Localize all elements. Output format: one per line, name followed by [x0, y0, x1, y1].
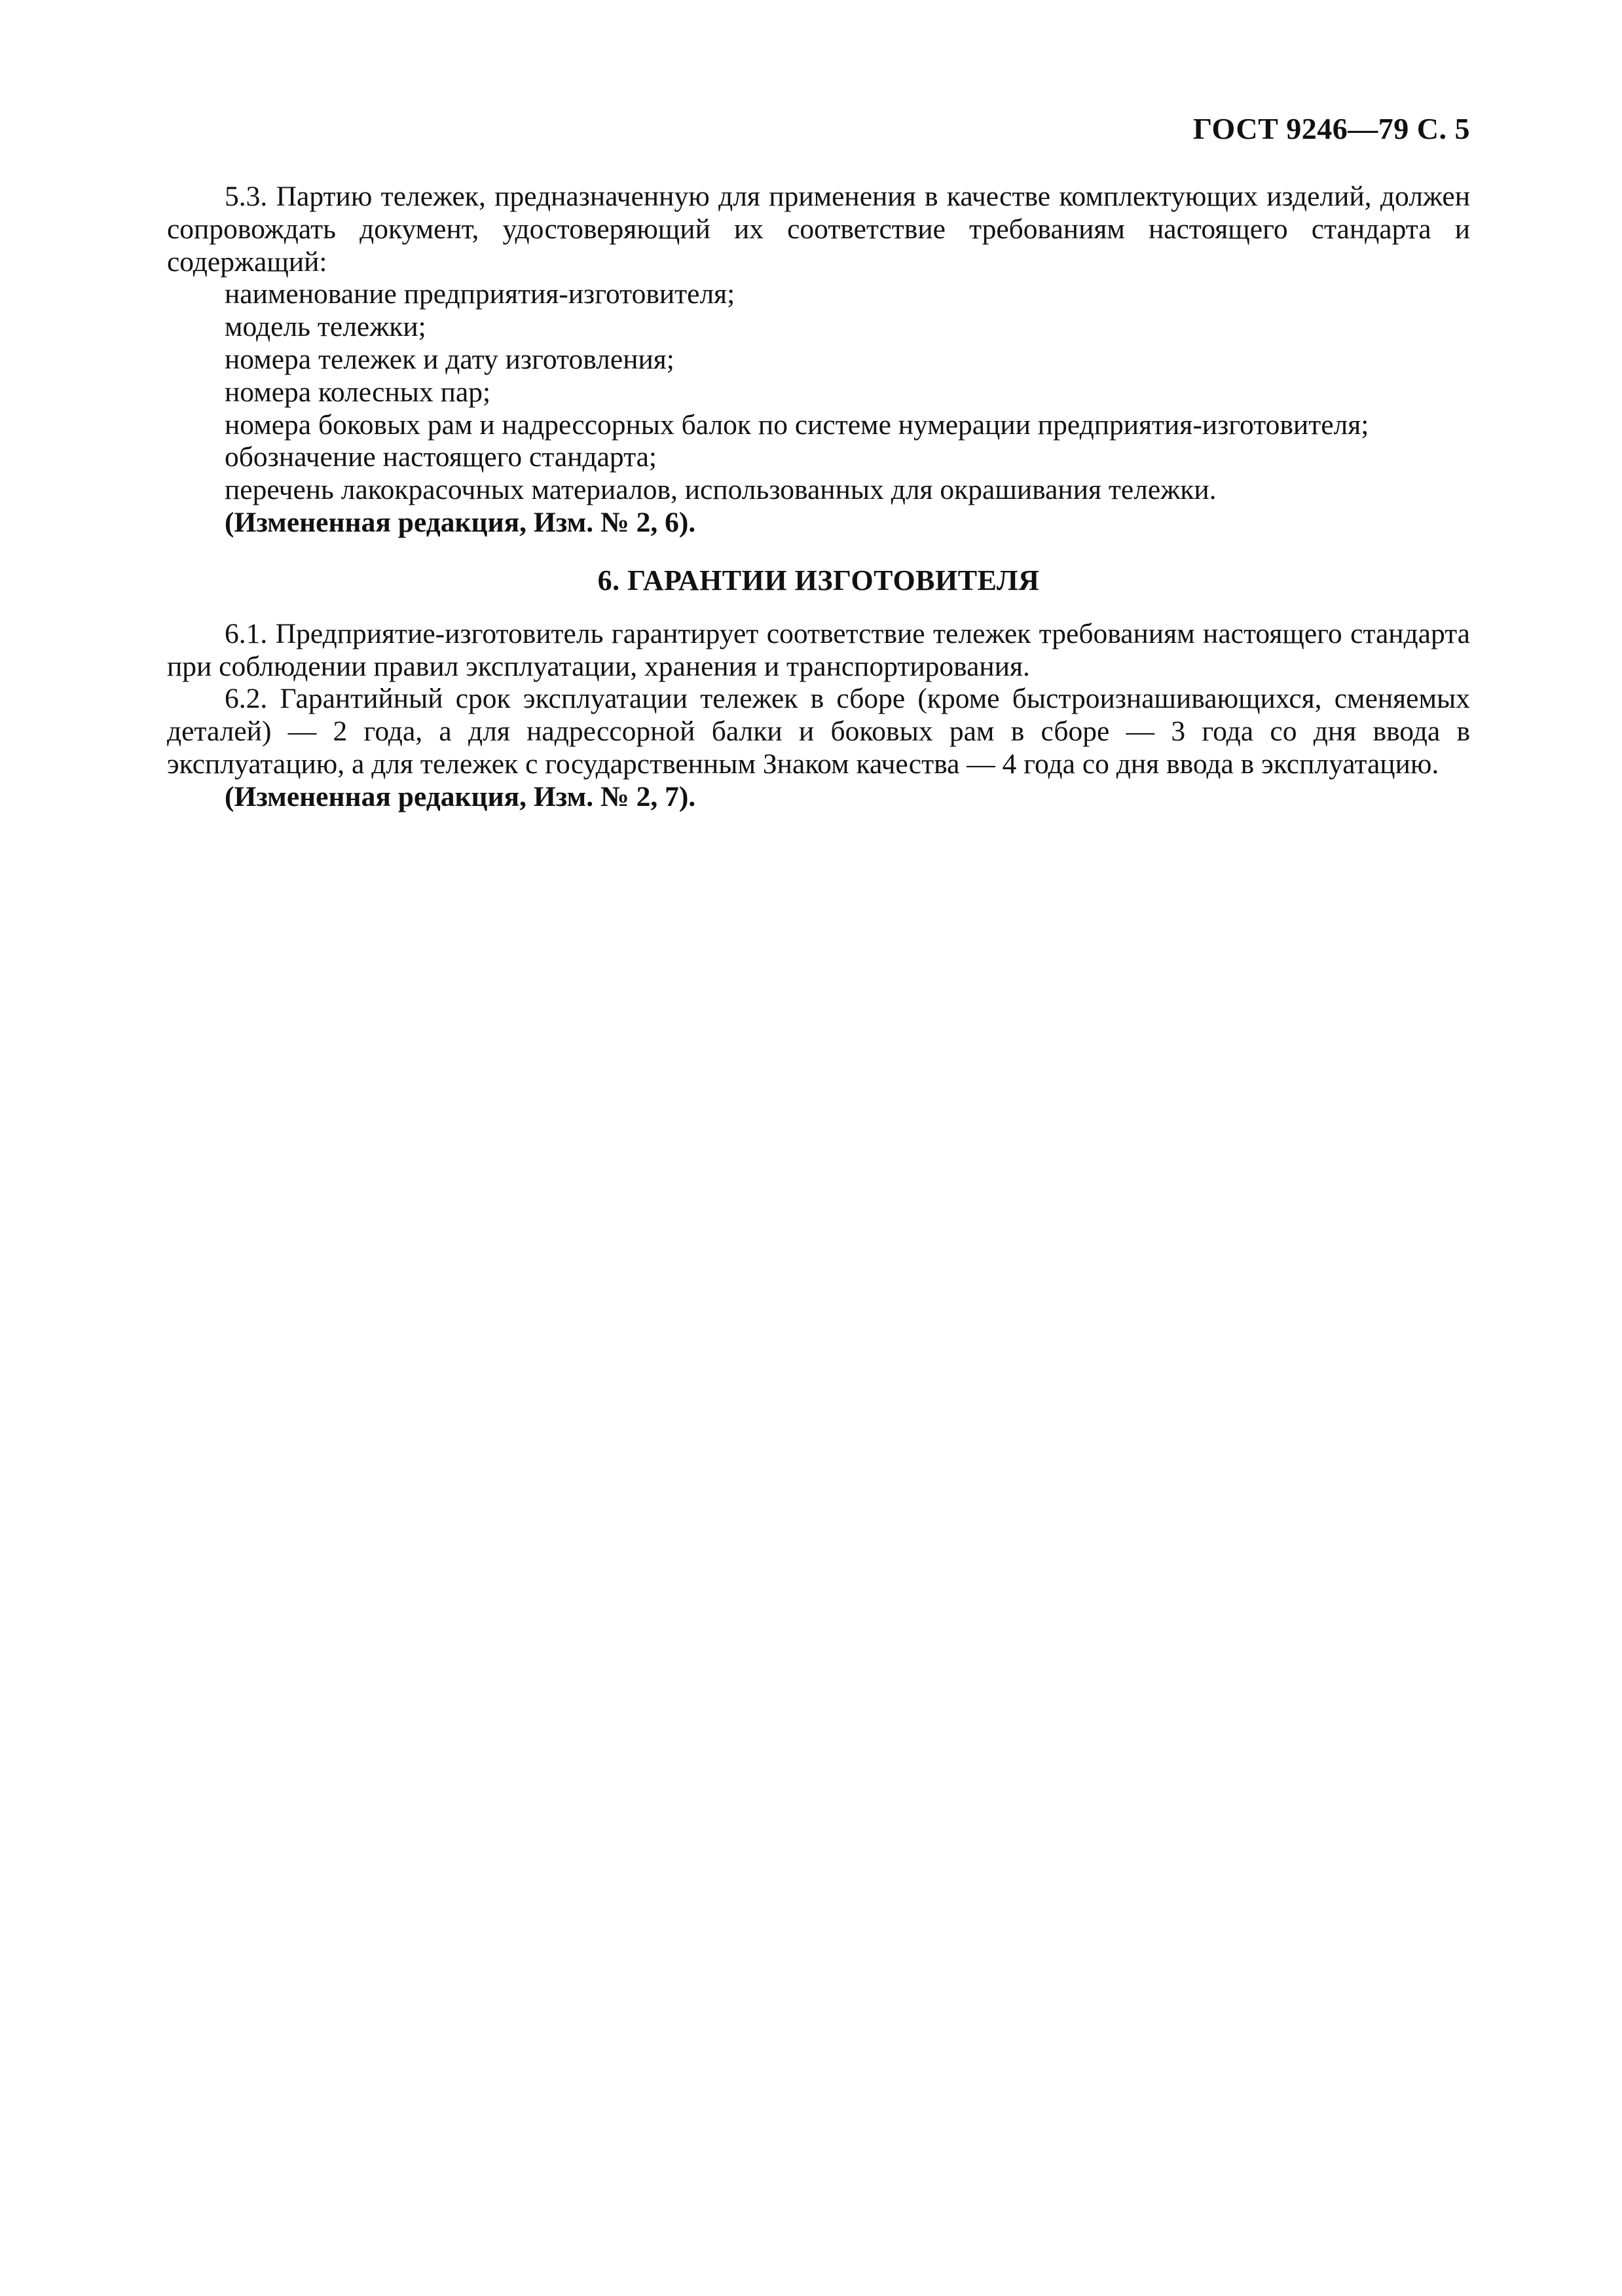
list-item: номера боковых рам и надрессорных балок по системе нумерации предприятия-изготовителя; [225, 409, 1369, 441]
paragraph-6-2: 6.2. Гарантийный срок эксплуатации тележек в сборе (кроме быстроизнашивающихся, сменяемых деталей) — 2 года, а для надрессорной балки и боковых рам в сборе — 3 года со дня ввода в эксплуатацию, а для тележек с государственным Знаком качества — 4 года со дня ввода в эксплуатацию. [167, 683, 1470, 780]
running-header: ГОСТ 9246—79 С. 5 [1192, 112, 1470, 145]
list-item: номера тележек и дату изготовления; [225, 343, 674, 375]
paragraph-6-1: 6.1. Предприятие-изготовитель гарантирует соответствие тележек требованиям настоящего стандарта при соблюдении правил эксплуатации, хранения и транспортирования. [167, 617, 1470, 682]
amendment-note-6: (Измененная редакция, Изм. № 2, 7). [225, 780, 696, 812]
list-item: номера колесных пар; [225, 376, 491, 408]
document-contents-list [167, 278, 1470, 507]
document-body [167, 181, 1470, 814]
list-item: перечень лакокрасочных материалов, использованных для окрашивания тележки. [225, 474, 1217, 506]
paragraph-5-3: 5.3. Партию тележек, предназначенную для применения в качестве комплектующих изделий, должен сопровождать документ, удостоверяющий их соответствие требованиям настоящего стандарта и содержащий: [167, 181, 1470, 278]
list-item: модель тележки; [225, 311, 426, 343]
section-6-title: 6. ГАРАНТИИ ИЗГОТОВИТЕЛЯ [597, 564, 1040, 596]
amendment-note-5: (Измененная редакция, Изм. № 2, 6). [225, 506, 696, 538]
list-item: обозначение настоящего стандарта; [225, 441, 657, 473]
list-item: наименование предприятия-изготовителя; [225, 278, 735, 310]
